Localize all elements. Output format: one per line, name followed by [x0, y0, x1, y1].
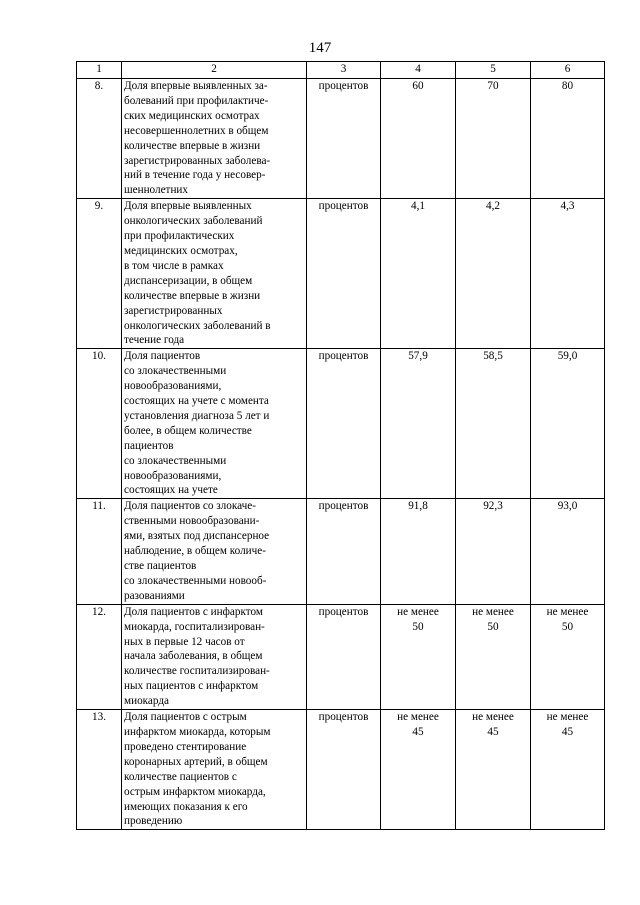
table-row	[77, 199, 605, 349]
indicator-name-line: новообразованиями,	[124, 469, 222, 482]
indicator-name-line: количестве впервые в жизни	[124, 139, 261, 152]
unit-cell: процентов	[307, 79, 381, 199]
value-v5	[456, 499, 531, 604]
indicator-name-line: проведено стентирование	[124, 740, 247, 753]
indicator-name-line: ных пациентов с инфарктом	[124, 680, 259, 693]
value-line: не менее	[472, 605, 514, 618]
value-v6	[531, 349, 605, 499]
value-v6	[531, 604, 605, 709]
header-cell-6: 6	[531, 62, 605, 79]
indicator-name-line: ями, взятых под диспансерное	[124, 530, 270, 543]
indicator-name	[122, 710, 307, 830]
indicator-name-line: при профилактических	[124, 230, 235, 243]
value-line: не менее	[546, 711, 589, 724]
indicators-table	[76, 61, 605, 830]
indicator-name-line: Доля пациентов со злокаче-	[124, 500, 256, 513]
value-v5	[456, 199, 531, 349]
value-v5	[456, 710, 531, 830]
value-line: не менее	[546, 605, 589, 618]
value-v4	[381, 349, 456, 499]
table-row	[77, 710, 605, 830]
indicator-name-line: новообразованиями,	[124, 380, 222, 393]
indicator-name-line: медицинских осмотрах,	[124, 244, 238, 257]
row-number: 8.	[77, 79, 122, 199]
value-v4	[381, 710, 456, 830]
indicator-name-line: со злокачественными	[124, 454, 227, 467]
indicator-name-line: Доля пациентов с инфарктом	[124, 605, 263, 618]
table-body	[77, 62, 605, 830]
indicator-name-line: Доля пациентов	[124, 350, 201, 363]
header-cell-1: 1	[77, 62, 122, 79]
value-v6	[531, 79, 605, 199]
indicator-name-line: ний в течение года у несовер-	[124, 169, 266, 182]
value-v5	[456, 349, 531, 499]
value-line: 80	[561, 80, 574, 92]
row-number: 13.	[77, 710, 122, 830]
indicator-name-line: более, в общем количестве	[124, 424, 252, 437]
indicator-name-line: миокарда	[124, 695, 169, 708]
value-v4	[381, 499, 456, 604]
indicator-name	[122, 349, 307, 499]
indicator-name-line: несовершеннолетних в общем	[124, 124, 269, 137]
indicator-name-line: онкологических заболеваний	[124, 215, 263, 228]
value-line: 50	[561, 620, 574, 633]
indicator-name-line: Доля впервые выявленных	[124, 200, 252, 213]
indicator-name-line: количестве впервые в жизни	[124, 289, 261, 302]
value-v5	[456, 79, 531, 199]
unit-cell: процентов	[307, 499, 381, 604]
unit-cell: процентов	[307, 199, 381, 349]
value-line: 58,5	[483, 350, 503, 363]
value-line: 93,0	[557, 500, 578, 513]
indicator-name-line: количестве госпитализирован-	[124, 665, 270, 678]
unit-cell: процентов	[307, 604, 381, 709]
indicator-name-line: коронарных артерий, в общем	[124, 755, 268, 768]
indicator-name-line: состоящих на учете с момента	[124, 395, 269, 408]
value-line: 50	[412, 620, 424, 633]
indicator-name-line: болеваний при профилактиче-	[124, 94, 269, 107]
header-cell-3: 3	[307, 62, 381, 79]
table-row	[77, 349, 605, 499]
indicator-name-line: ских медицинских осмотрах	[124, 109, 260, 122]
table-row	[77, 79, 605, 199]
value-v6	[531, 499, 605, 604]
page-number: 147	[308, 40, 332, 56]
value-v6	[531, 710, 605, 830]
indicator-name-line: ственными новообразовани-	[124, 515, 260, 528]
value-v5	[456, 604, 531, 709]
value-line: не менее	[397, 605, 439, 618]
row-number: 9.	[77, 199, 122, 349]
indicator-name-line: ных в первые 12 часов от	[124, 635, 245, 648]
value-line: 57,9	[408, 350, 428, 363]
indicator-name	[122, 499, 307, 604]
indicator-name-line: диспансеризации, в общем	[124, 274, 253, 287]
indicator-name-line: количестве пациентов с	[124, 770, 237, 783]
indicator-name-line: начала заболевания, в общем	[124, 650, 263, 663]
indicator-name-line: зарегистрированных	[124, 304, 223, 317]
indicator-name-line: наблюдение, в общем количе-	[124, 545, 266, 558]
indicator-name-line: Доля пациентов с острым	[124, 711, 247, 724]
value-line: 4,2	[486, 200, 500, 213]
indicator-name	[122, 604, 307, 709]
indicator-name-line: шеннолетних	[124, 184, 189, 197]
indicator-name-line: Доля впервые выявленных за-	[124, 80, 268, 92]
row-number: 11.	[77, 499, 122, 604]
value-line: не менее	[472, 711, 514, 724]
indicator-name-line: течение года	[124, 334, 185, 347]
value-line: 45	[412, 725, 424, 738]
value-line: не менее	[397, 711, 439, 724]
indicator-name-line: зарегистрированных заболева-	[124, 154, 271, 167]
indicator-name-line: имеющих показания к его	[124, 800, 248, 813]
header-cell-4: 4	[381, 62, 456, 79]
unit-cell: процентов	[307, 349, 381, 499]
value-v4	[381, 79, 456, 199]
unit-cell: процентов	[307, 710, 381, 830]
indicator-name-line: стве пациентов	[124, 560, 197, 572]
value-v4	[381, 604, 456, 709]
indicator-name-line: установления диагноза 5 лет и	[124, 409, 270, 422]
value-line: 45	[487, 725, 499, 738]
indicator-name-line: острым инфарктом миокарда,	[124, 785, 266, 798]
row-number: 10.	[77, 349, 122, 499]
indicator-name-line: в том числе в рамках	[124, 259, 224, 272]
value-v6	[531, 199, 605, 349]
header-cell-5: 5	[456, 62, 531, 79]
indicator-name-line: со злокачественными новооб-	[124, 574, 267, 587]
table-header-row	[77, 62, 605, 79]
indicator-name-line: онкологических заболеваний в	[124, 319, 271, 332]
indicator-name-line: со злокачественными	[124, 365, 227, 378]
value-line: 59,0	[557, 350, 578, 363]
value-line: 50	[487, 620, 499, 633]
value-line: 70	[487, 80, 499, 92]
row-number: 12.	[77, 604, 122, 709]
table-row	[77, 499, 605, 604]
value-line: 91,8	[408, 500, 428, 513]
indicator-name-line: пациентов	[124, 439, 174, 452]
indicator-name-line: разованиями	[124, 589, 185, 602]
value-line: 92,3	[483, 500, 503, 513]
value-line: 4,1	[411, 200, 425, 213]
value-v4	[381, 199, 456, 349]
indicator-name	[122, 199, 307, 349]
value-line: 45	[561, 725, 574, 738]
value-line: 60	[412, 80, 424, 92]
header-cell-2: 2	[122, 62, 307, 79]
indicator-name-line: инфарктом миокарда, которым	[124, 725, 271, 738]
indicator-name	[122, 79, 307, 199]
indicator-name-line: миокарда, госпитализирован-	[124, 620, 265, 633]
table-row	[77, 604, 605, 709]
indicator-name-line: проведению	[124, 815, 183, 828]
value-line: 4,3	[560, 200, 575, 213]
indicator-name-line: состоящих на учете	[124, 484, 218, 497]
